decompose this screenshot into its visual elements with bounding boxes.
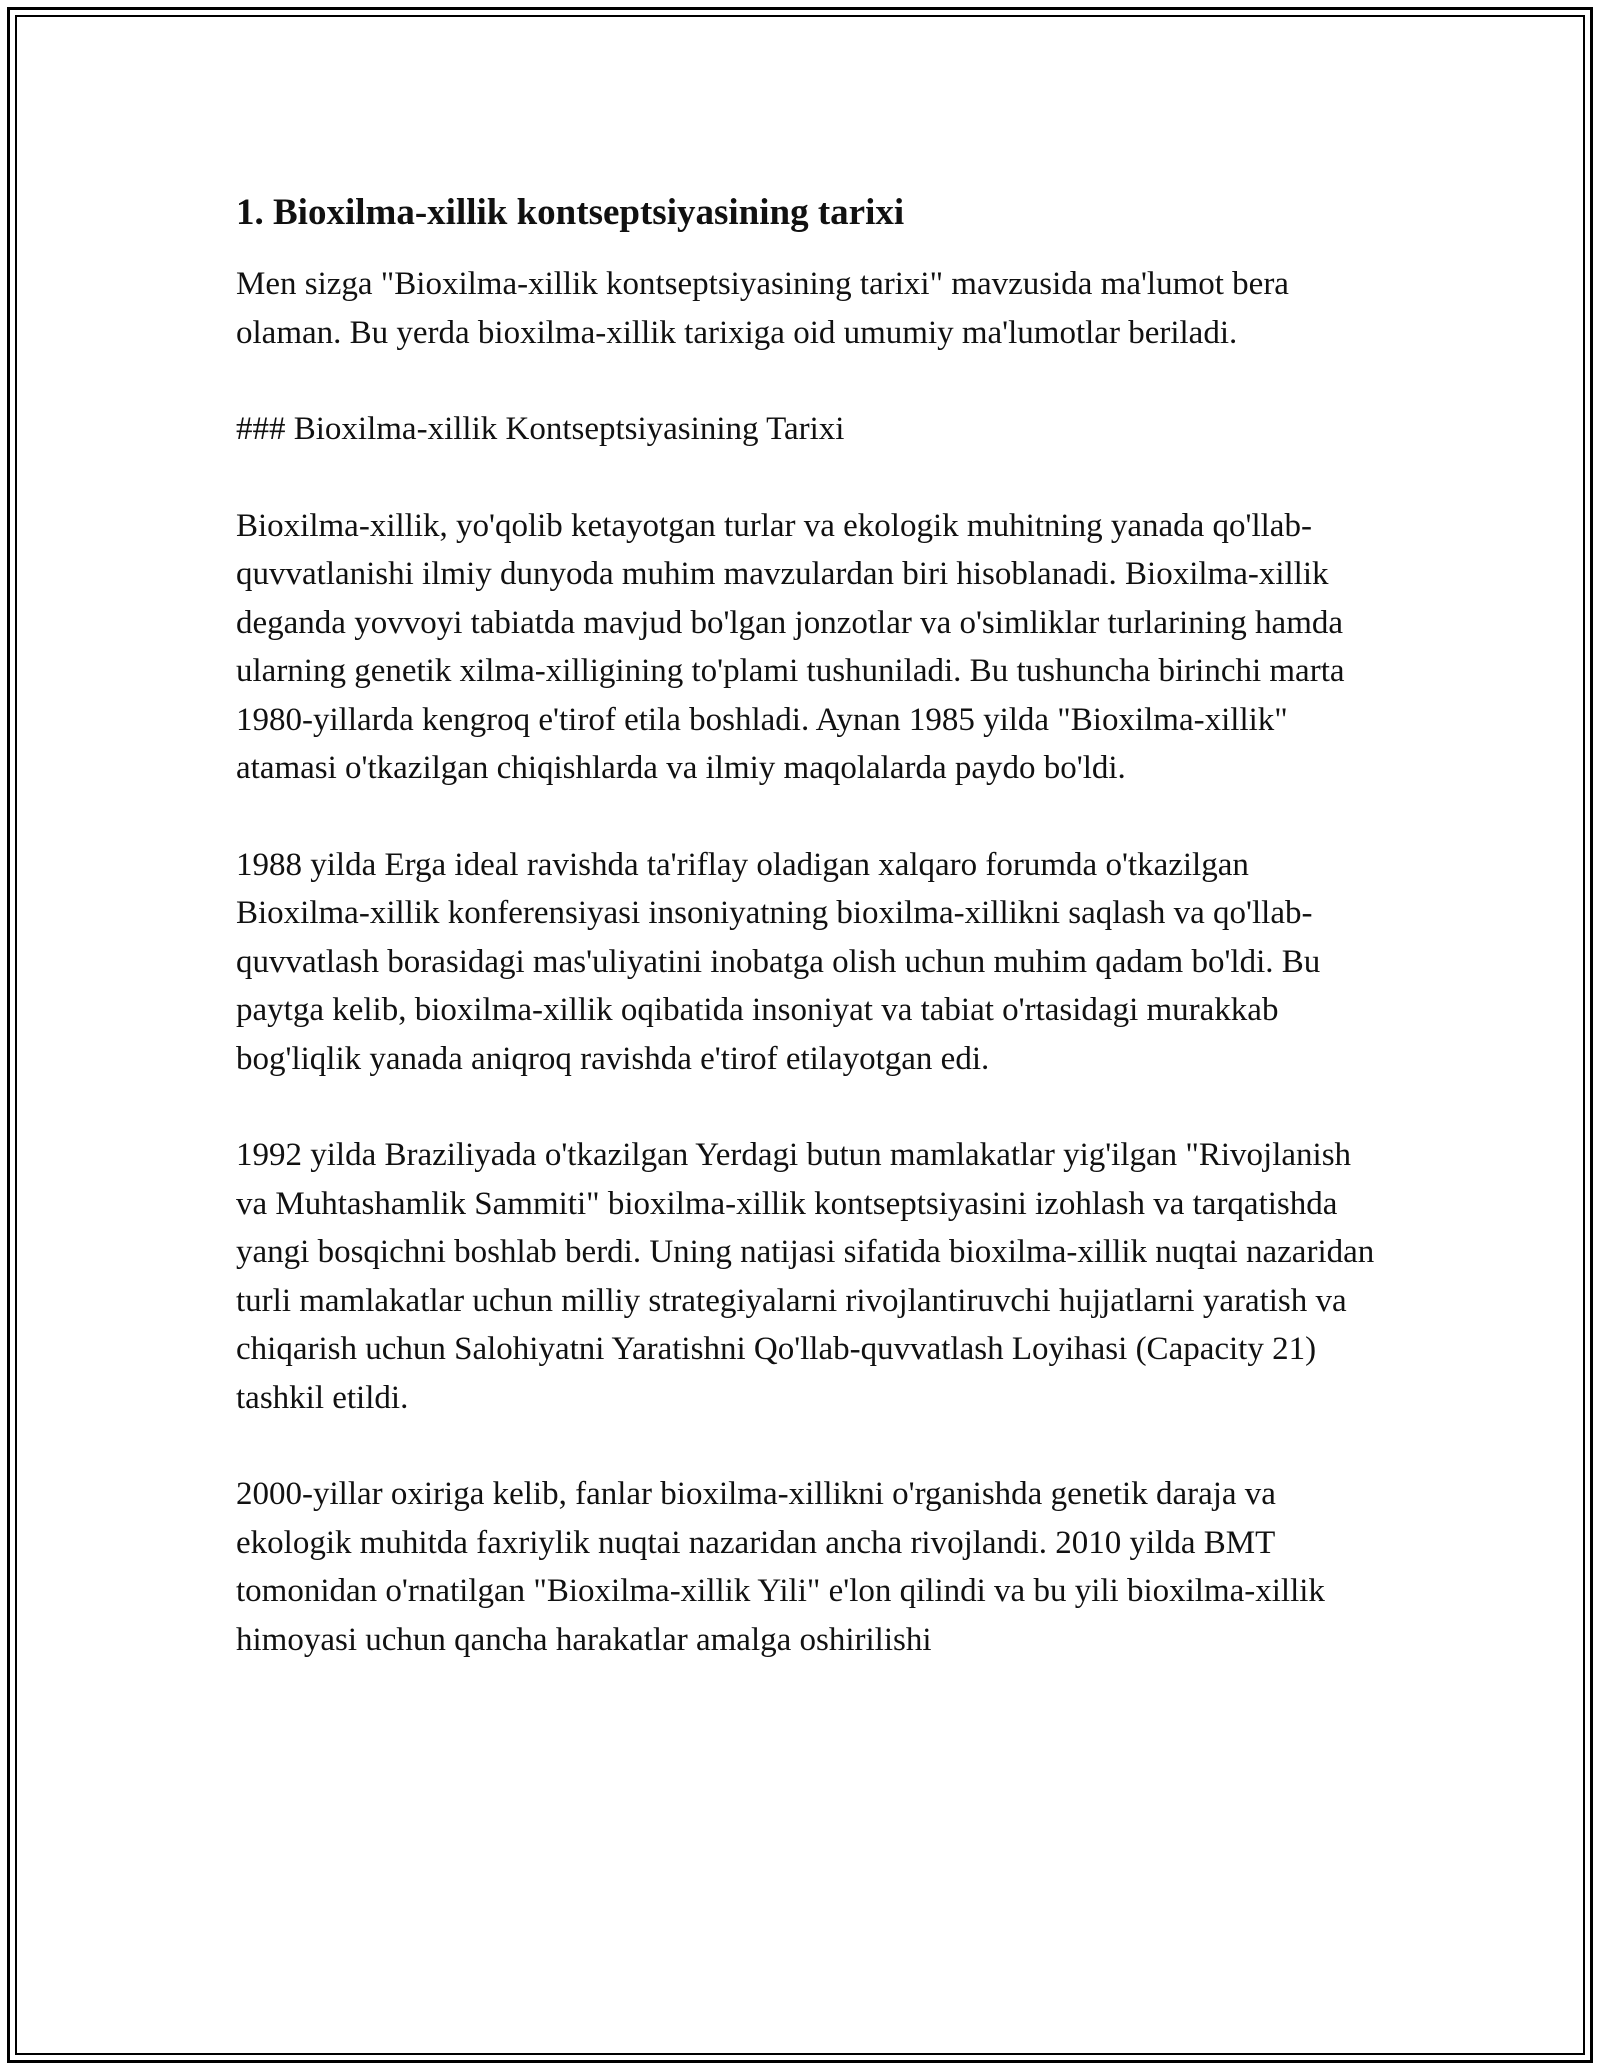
document-body bbox=[236, 188, 1376, 1712]
paragraph-1: Bioxilma-xillik, yo'qolib ketayotgan turlar va ekologik muhitning yanada qo'llab-quvvatlanishi ilmiy dunyoda muhim mavzulardan biri hisoblanadi. Bioxilma-xillik deganda yovvoyi tabiatda mavjud bo'lgan jonzotlar va o'simliklar turlarining hamda ularning genetik xilma-xilligining to'plami tushuniladi. Bu tushuncha birinchi marta 1980-yillarda kengroq e'tirof etila boshladi. Aynan 1985 yilda "Bioxilma-xillik" atamasi o'tkazilgan chiqishlarda va ilmiy maqolalarda paydo bo'ldi. bbox=[236, 507, 1345, 786]
intro-paragraph: Men sizga "Bioxilma-xillik kontseptsiyasining tarixi" mavzusida ma'lumot bera olaman. Bu yerda bioxilma-xillik tarixiga oid umumiy ma'lumotlar beriladi. bbox=[236, 266, 1289, 351]
document-title: 1. Bioxilma-xillik kontseptsiyasining tarixi bbox=[236, 192, 905, 233]
paragraph-2: 1988 yilda Erga ideal ravishda ta'riflay oladigan xalqaro forumda o'tkazilgan Bioxilma-xillik konferensiyasi insoniyatning bioxilma-xillikni saqlash va qo'llab-quvvatlash borasidagi mas'uliyatini inobatga olish uchun muhim qadam bo'ldi. Bu paytga kelib, bioxilma-xillik oqibatida insoniyat va tabiat o'rtasidagi murakkab bog'liqlik yanada aniqroq ravishda e'tirof etilayotgan edi. bbox=[236, 846, 1321, 1077]
paragraph-4: 2000-yillar oxiriga kelib, fanlar bioxilma-xillikni o'rganishda genetik daraja va ekologik muhitda faxriylik nuqtai nazaridan ancha rivojlandi. 2010 yilda BMT tomonidan o'rnatilgan "Bioxilma-xillik Yili" e'lon qilindi va bu yili bioxilma-xillik himoyasi uchun qancha harakatlar amalga oshirilishi bbox=[236, 1476, 1325, 1658]
paragraph-3: 1992 yilda Braziliyada o'tkazilgan Yerdagi butun mamlakatlar yig'ilgan "Rivojlanish va Muhtashamlik Sammiti" bioxilma-xillik kontseptsiyasini izohlash va tarqatishda yangi bosqichni boshlab berdi. Uning natijasi sifatida bioxilma-xillik nuqtai nazaridan turli mamlakatlar uchun milliy strategiyalarni rivojlantiruvchi hujjatlarni yaratish va chiqarish uchun Salohiyatni Yaratishni Qo'llab-quvvatlash Loyihasi (Capacity 21) tashkil etildi. bbox=[236, 1137, 1375, 1416]
section-heading: ### Bioxilma-xillik Kontseptsiyasining Tarixi bbox=[236, 411, 845, 447]
